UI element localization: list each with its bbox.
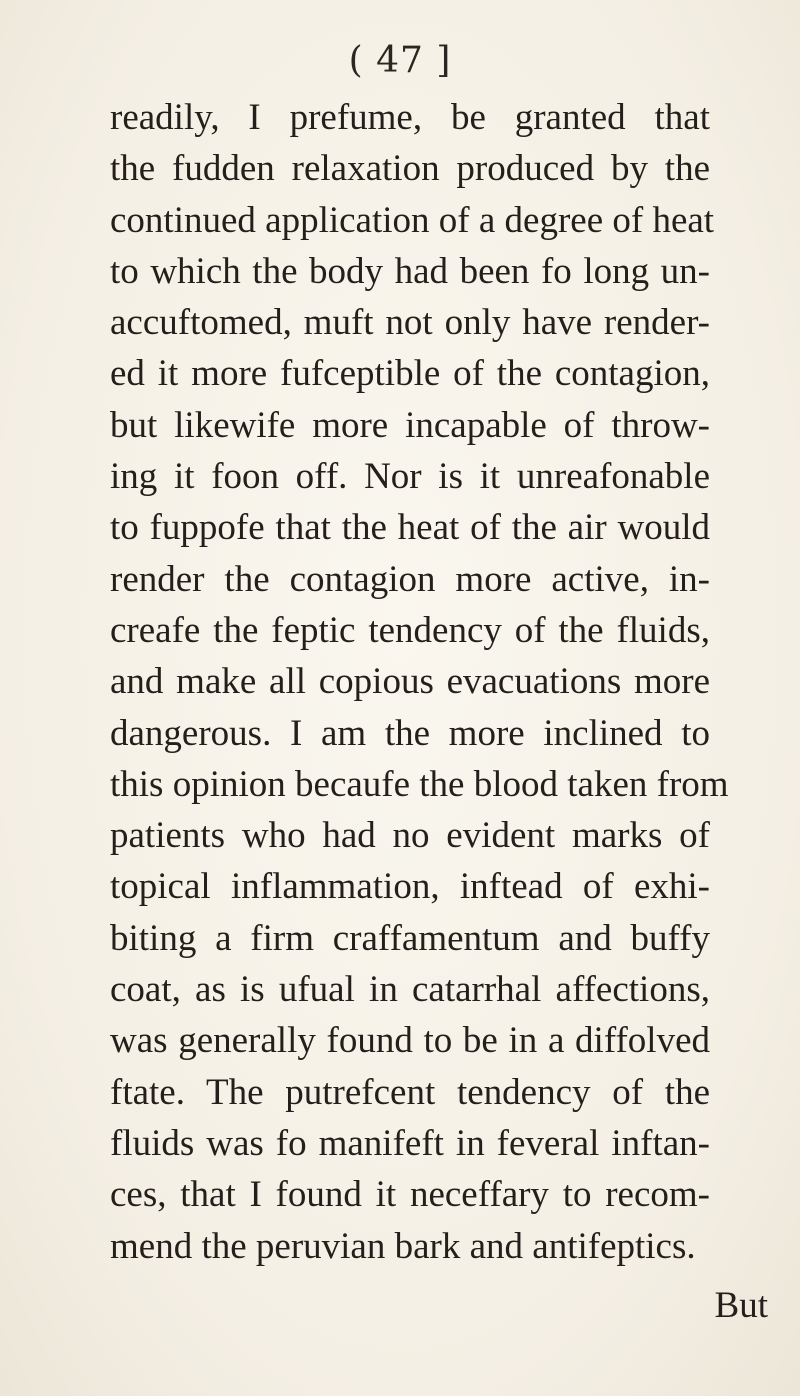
text-line: ed it more fufceptible of the contagion, — [110, 353, 710, 395]
text-line: and make all copious evacuations more — [110, 661, 710, 703]
text-line: ces, that I found it neceffary to recom- — [110, 1174, 710, 1216]
page-header: ( 47 ] — [348, 40, 452, 81]
text-line: to fuppofe that the heat of the air would — [110, 507, 710, 549]
text-line: patients who had no evident marks of — [110, 815, 710, 857]
text-line: ing it foon off. Nor is it unreafonable — [110, 456, 710, 498]
body-text — [110, 92, 729, 1272]
text-line: creafe the feptic tendency of the fluids, — [110, 609, 710, 651]
text-line: to which the body had been fo long un- — [110, 250, 710, 292]
text-line: readily, I prefume, be granted that — [110, 97, 710, 138]
catchword: But — [714, 1285, 768, 1326]
text-line: render the contagion more active, in- — [110, 558, 710, 600]
text-line: biting a firm craffamentum and buffy — [110, 917, 710, 959]
text-line: topical inflammation, inftead of exhi- — [110, 866, 710, 908]
text-line: mend the peruvian bark and antifeptics. — [110, 1225, 696, 1267]
text-line: continued application of a degree of heat — [110, 199, 715, 241]
text-line: coat, as is ufual in catarrhal affections, — [110, 969, 710, 1011]
text-line: the fudden relaxation produced by the — [110, 148, 710, 190]
text-line: fluids was fo manifeft in feveral inftan- — [110, 1122, 710, 1164]
text-line: accuftomed, muft not only have render- — [110, 302, 710, 344]
text-line: was generally found to be in a diffolved — [110, 1020, 710, 1062]
text-line: ftate. The putrefcent tendency of the — [110, 1071, 710, 1113]
text-line: this opinion becaufe the blood taken from — [110, 763, 729, 805]
text-line: dangerous. I am the more inclined to — [110, 712, 710, 754]
text-line: but likewife more incapable of throw- — [110, 404, 710, 446]
